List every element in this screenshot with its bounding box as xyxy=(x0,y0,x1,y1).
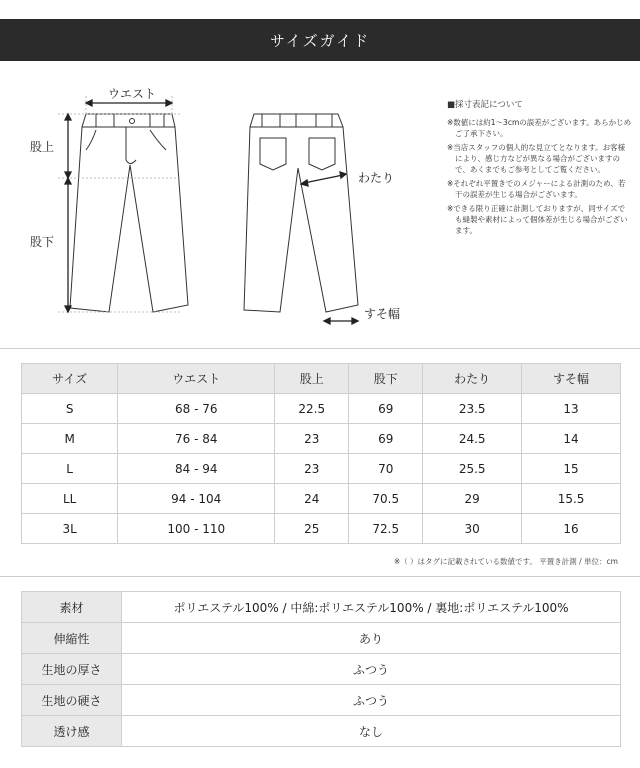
pants-illustration xyxy=(0,80,440,340)
table-cell: S xyxy=(22,394,118,424)
table-cell: 25 xyxy=(275,514,349,544)
note-item: ※それぞれ平置きでのメジャーによる計測のため、若干の誤差が生じる場合がございます。 xyxy=(447,179,626,199)
table-cell: 23.5 xyxy=(423,394,522,424)
table-cell: 84 - 94 xyxy=(118,454,275,484)
spec-label: 透け感 xyxy=(22,716,122,747)
table-cell: 70 xyxy=(349,454,423,484)
label-rise: 股上 xyxy=(30,140,55,154)
table-row xyxy=(22,514,621,544)
spec-value: なし xyxy=(122,716,621,747)
pants-front-drawing xyxy=(70,114,188,312)
table-cell: 15 xyxy=(522,454,621,484)
spec-table xyxy=(21,591,621,747)
table-row xyxy=(22,623,621,654)
col-header: すそ幅 xyxy=(522,364,621,394)
table-cell: 69 xyxy=(349,424,423,454)
size-table-footnote: ※（ ）はタグに記載されている数値です。 平置き計測 / 単位：cm xyxy=(393,557,618,566)
notes-heading: ■採寸表記について xyxy=(447,100,523,110)
table-cell: 68 - 76 xyxy=(118,394,275,424)
table-row xyxy=(22,654,621,685)
table-row xyxy=(22,394,621,424)
label-inseam: 股下 xyxy=(30,235,55,249)
spec-value: あり xyxy=(122,623,621,654)
col-header: サイズ xyxy=(22,364,118,394)
spec-label: 素材 xyxy=(22,592,122,623)
col-header: 股下 xyxy=(349,364,423,394)
note-item: ※できる限り正確に計測しておりますが、同サイズでも縫製や素材によって個体差が生じる場合がございます。 xyxy=(447,204,628,235)
divider xyxy=(0,348,640,349)
table-cell: 3L xyxy=(22,514,118,544)
table-row xyxy=(22,454,621,484)
table-cell: 23 xyxy=(275,454,349,484)
table-row xyxy=(22,424,621,454)
table-cell: 15.5 xyxy=(522,484,621,514)
table-cell: 25.5 xyxy=(423,454,522,484)
divider xyxy=(0,576,640,577)
spec-label: 生地の硬さ xyxy=(22,685,122,716)
size-table xyxy=(21,363,621,544)
spec-value: ふつう xyxy=(122,654,621,685)
spec-value: ふつう xyxy=(122,685,621,716)
col-header: わたり xyxy=(423,364,522,394)
table-cell: 22.5 xyxy=(275,394,349,424)
table-cell: M xyxy=(22,424,118,454)
note-item: ※当店スタッフの個人的な見立てとなります。お客様により、感じ方などが異なる場合がございますので、あくまでもご参考としてご覧ください。 xyxy=(447,143,626,174)
table-cell: 70.5 xyxy=(349,484,423,514)
col-header: ウエスト xyxy=(118,364,275,394)
label-waist: ウエスト xyxy=(108,87,157,101)
table-cell: 69 xyxy=(349,394,423,424)
table-cell: 23 xyxy=(275,424,349,454)
spec-label: 生地の厚さ xyxy=(22,654,122,685)
table-cell: 76 - 84 xyxy=(118,424,275,454)
col-header: 股上 xyxy=(275,364,349,394)
table-cell: L xyxy=(22,454,118,484)
table-cell: 100 - 110 xyxy=(118,514,275,544)
table-cell: 13 xyxy=(522,394,621,424)
pants-back-drawing xyxy=(244,114,358,312)
spec-label: 伸縮性 xyxy=(22,623,122,654)
table-cell: 29 xyxy=(423,484,522,514)
page-header xyxy=(0,19,640,61)
measurement-diagram xyxy=(0,80,440,340)
table-cell: 24.5 xyxy=(423,424,522,454)
table-row xyxy=(22,592,621,623)
table-row xyxy=(22,484,621,514)
table-cell: 24 xyxy=(275,484,349,514)
note-item: ※数値には約1～3cmの誤差がございます。あらかじめご了承下さい。 xyxy=(447,118,632,138)
size-table-header xyxy=(22,364,621,394)
label-hem: すそ幅 xyxy=(364,307,401,321)
table-cell: 94 - 104 xyxy=(118,484,275,514)
table-row xyxy=(22,716,621,747)
table-cell: 14 xyxy=(522,424,621,454)
spec-value: ポリエステル100% / 中綿:ポリエステル100% / 裏地:ポリエステル100% xyxy=(122,592,621,623)
table-cell: LL xyxy=(22,484,118,514)
table-cell: 72.5 xyxy=(349,514,423,544)
label-thigh: わたり xyxy=(358,171,395,185)
table-cell: 16 xyxy=(522,514,621,544)
table-row xyxy=(22,685,621,716)
measurement-notes xyxy=(447,100,632,239)
page-title: サイズガイド xyxy=(269,31,371,50)
table-cell: 30 xyxy=(423,514,522,544)
